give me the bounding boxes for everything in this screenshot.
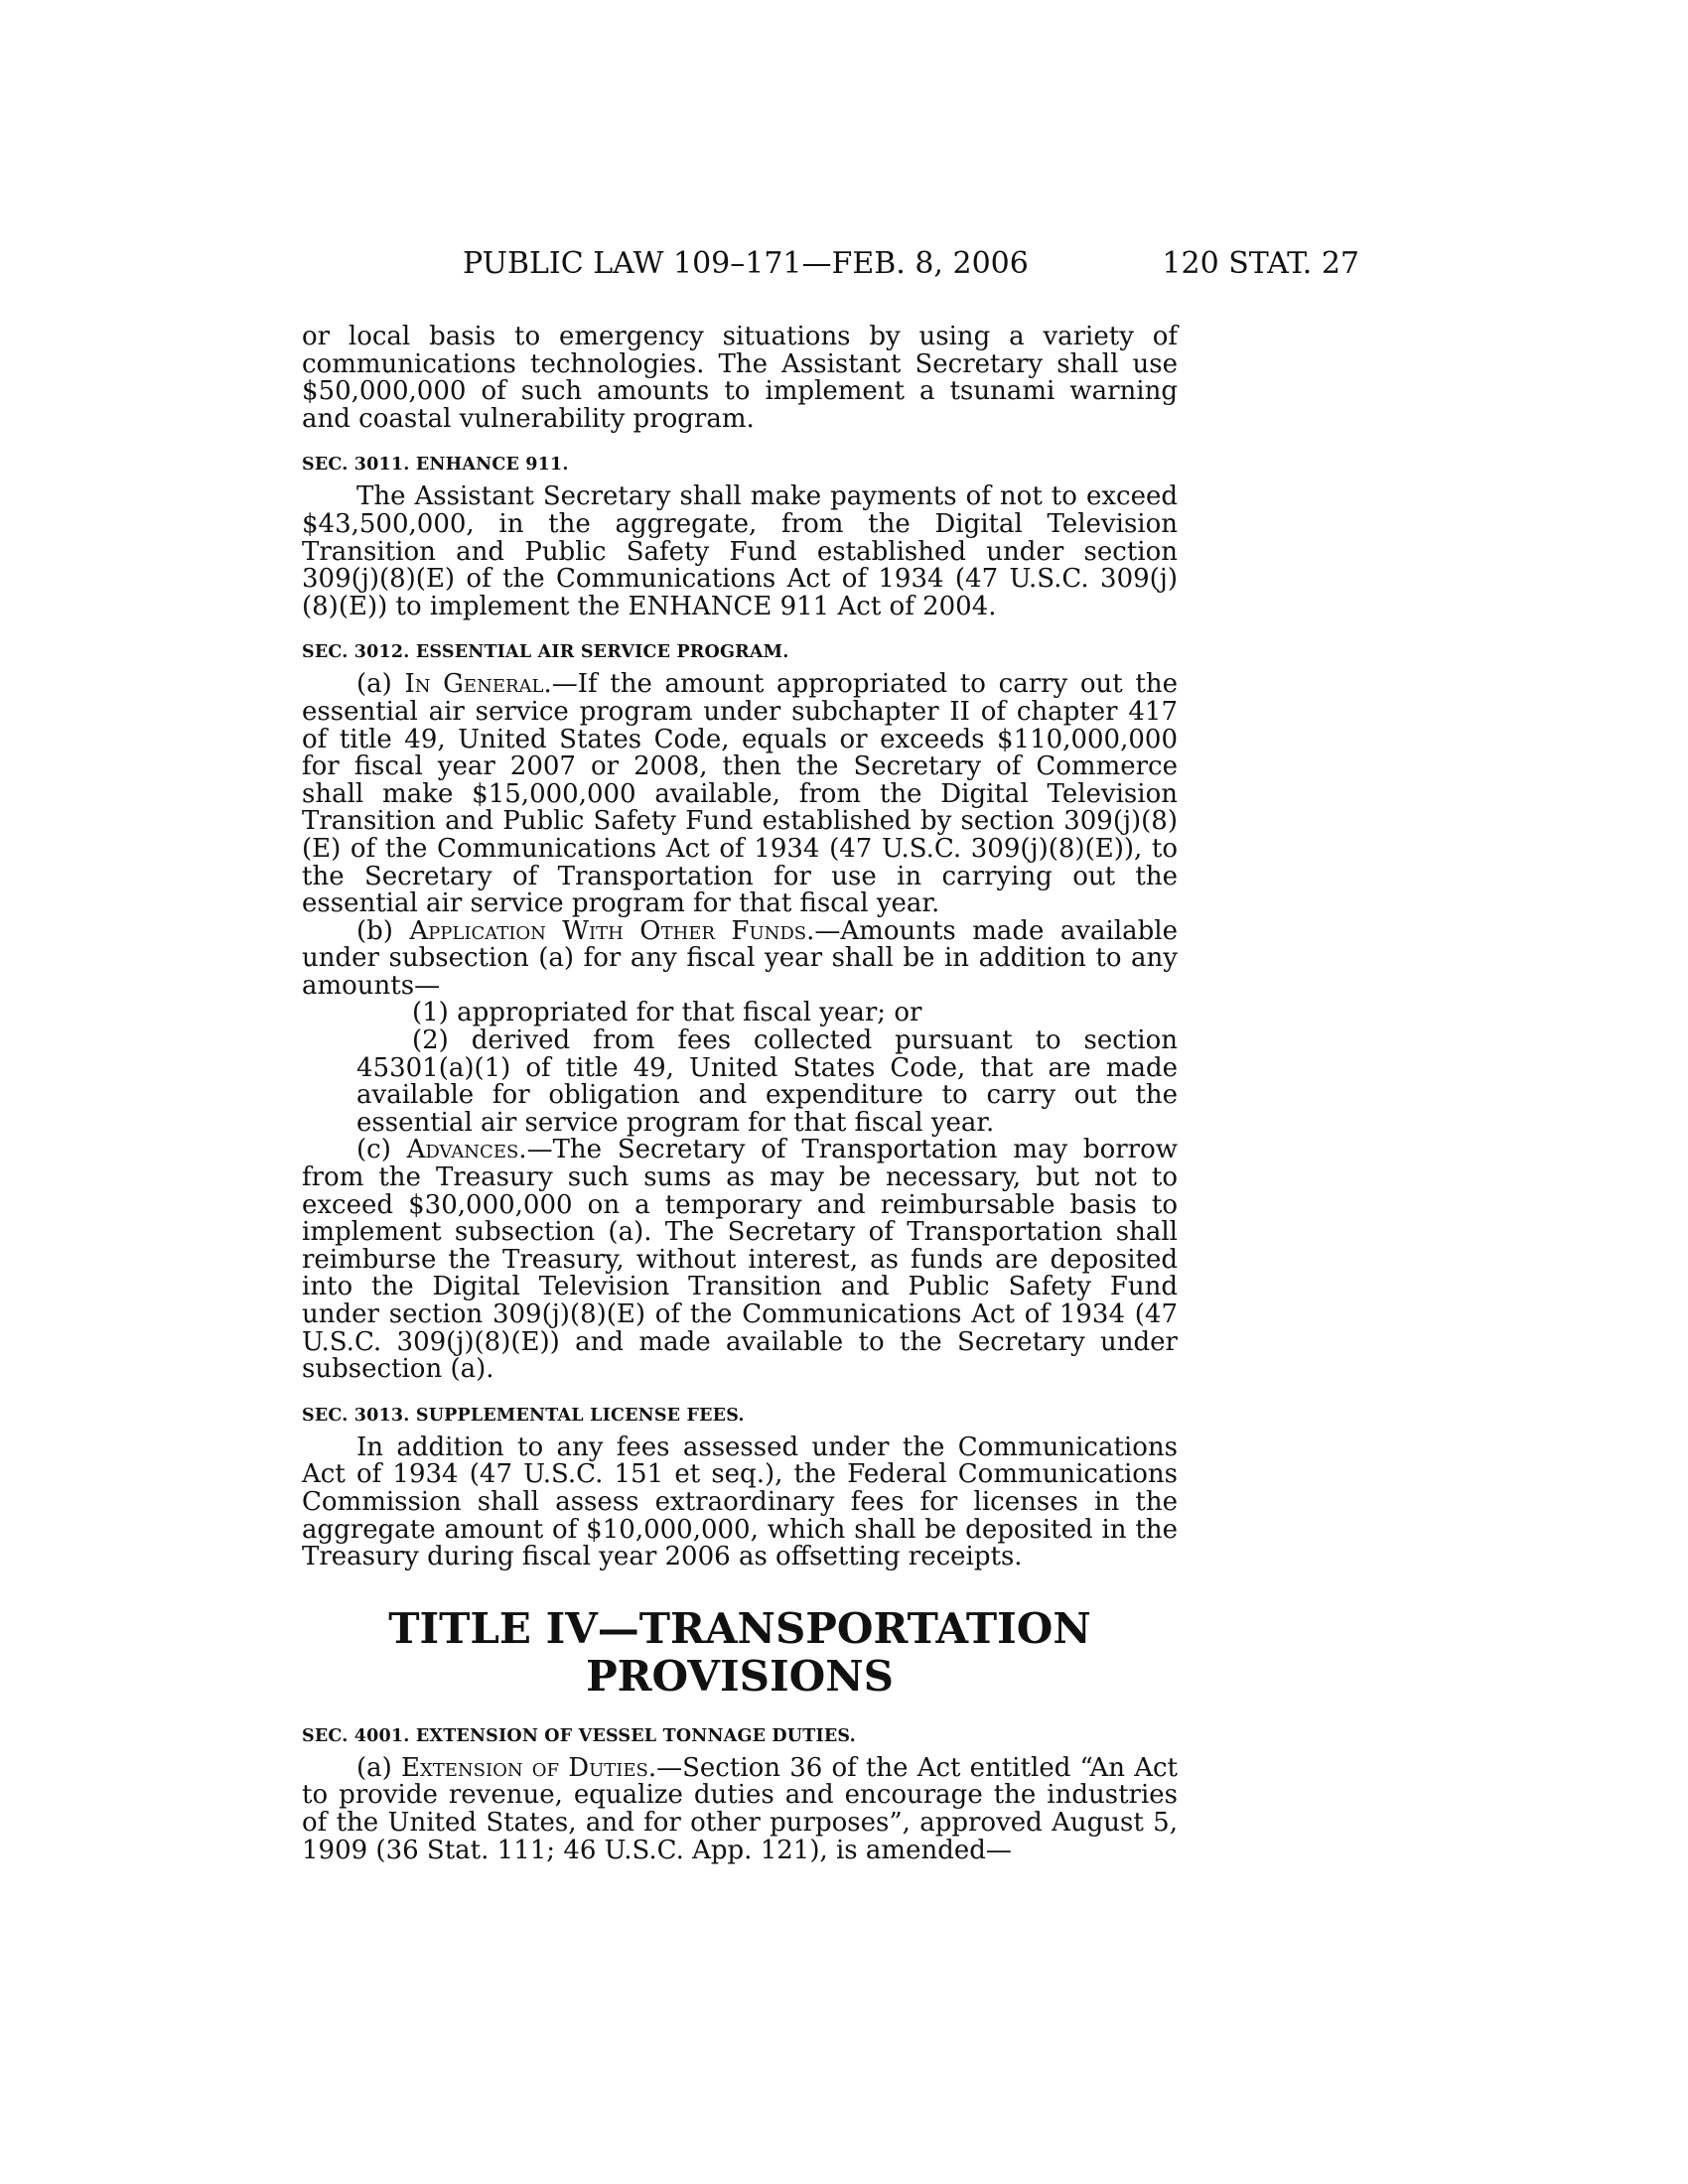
section-3011-text: The Assistant Secretary shall make payments of not to exceed $43,500,000, in the aggregate, from the Digital Television Transition and Public Safety Fund established under section 309(j)(8)(E) of the Communications Act of 1934 (47 U.S.C. 309(j)(8)(E)) to implement the ENHANCE 911 Act of 2004.	[302, 481, 1178, 621]
subsection-text: —The Secretary of Transportation may borrow from the Treasury such sums as may be necessary, but not to exceed $30,000,000 on a temporary and reimbursable basis to implement subsection (a). The Secretary of Transportation shall reimburse the Treasury, without interest, as funds are deposited into the Digital Television Transition and Public Safety Fund under section 309(j)(8)(E) of the Communications Act of 1934 (47 U.S.C. 309(j)(8)(E)) and made available to the Secretary under subsection (a).	[302, 1135, 1178, 1385]
paragraph-3012-b-2: (2) derived from fees collected pursuant to section 45301(a)(1) of title 49, United States Code, that are made available for obligation and expenditure to carry out the essential air service program for that fiscal year.	[356, 1025, 1178, 1138]
subsection-label: (c)	[356, 1135, 407, 1165]
subsection-3012-a	[302, 671, 1178, 917]
subsection-3012-c	[302, 1137, 1178, 1383]
document-body	[302, 324, 1178, 1864]
subsection-label: (b)	[356, 915, 410, 946]
subsection-text: —Section 36 of the Act entitled “An Act to provide revenue, equalize duties and encourage the industries of the United States, and for other purposes”, approved August 5, 1909 (36 Stat. 111; 46 U.S.C. App. 121), is amended—	[302, 1752, 1178, 1865]
section-heading-3012: SEC. 3012. ESSENTIAL AIR SERVICE PROGRAM.	[302, 642, 789, 663]
section-heading-3013: SEC. 3013. SUPPLEMENTAL LICENSE FEES.	[302, 1405, 745, 1426]
subsection-caption: Extension of Duties.	[400, 1752, 657, 1783]
subsection-4001-a	[302, 1752, 1178, 1865]
title-heading	[302, 1605, 1178, 1701]
title-line-2: PROVISIONS	[586, 1651, 894, 1701]
subsection-label: (a)	[356, 1752, 401, 1783]
page-number: 120 STAT. 27	[1162, 246, 1359, 281]
subsection-text: —Amounts made available under subsection (a) for any fiscal year shall be in addition to any amounts—	[302, 915, 1178, 1001]
running-head-title: PUBLIC LAW 109–171—FEB. 8, 2006	[463, 246, 1029, 281]
running-header	[0, 246, 1688, 296]
subsection-3012-b	[302, 915, 1178, 1001]
subsection-caption: Application With Other Funds.	[409, 915, 815, 946]
subsection-caption: In General.	[404, 669, 552, 700]
subsection-label: (a)	[356, 669, 405, 700]
subsection-caption: Advances.	[406, 1135, 527, 1165]
section-heading-3011: SEC. 3011. ENHANCE 911.	[302, 455, 569, 476]
paragraph-3012-b-1: (1) appropriated for that fiscal year; or	[412, 998, 922, 1028]
section-3013-text: In addition to any fees assessed under the Communications Act of 1934 (47 U.S.C. 151 et seq.), the Federal Communications Commission shall assess extraordinary fees for licenses in the aggregate amount of $10,000,000, which shall be deposited in the Treasury during fiscal year 2006 as offsetting receipts.	[302, 1432, 1178, 1572]
intro-paragraph: or local basis to emergency situations by using a variety of communications technologies. The Assistant Secretary shall use $50,000,000 of such amounts to implement a tsunami warning and coastal vulnerability program.	[302, 322, 1178, 434]
subsection-text: —If the amount appropriated to carry out the essential air service program under subchapter II of chapter 417 of title 49, United States Code, equals or exceeds $110,000,000 for fiscal year 2007 or 2008, then the Secretary of Commerce shall make $15,000,000 available, from the Digital Television Transition and Public Safety Fund established by section 309(j)(8)(E) of the Communications Act of 1934 (47 U.S.C. 309(j)(8)(E)), to the Secretary of Transportation for use in carrying out the essential air service program for that fiscal year.	[302, 669, 1179, 919]
title-line-1: TITLE IV—TRANSPORTATION	[388, 1603, 1091, 1653]
section-heading-4001: SEC. 4001. EXTENSION OF VESSEL TONNAGE DUTIES.	[302, 1725, 856, 1746]
